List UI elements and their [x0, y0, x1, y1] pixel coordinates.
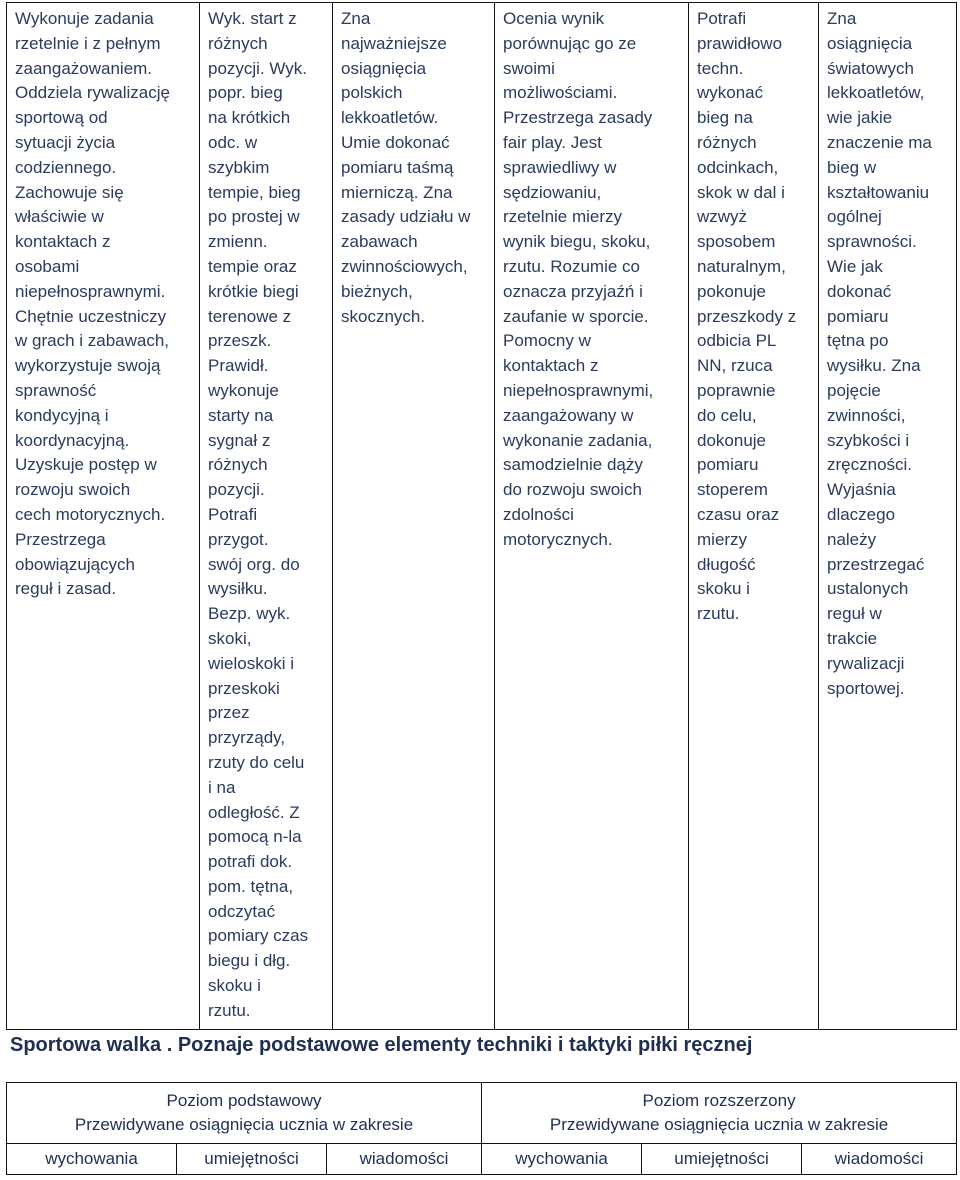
basic-level-title: Poziom podstawowy: [166, 1091, 322, 1110]
col-upbringing-extended: [495, 3, 689, 1030]
cell-text: Potrafi prawidłowo techn. wykonać bieg na różnych odcinkach, skok w dal i wzwyż sposobem naturalnym, pokonuje przeszkody z odbicia PL NN, rzuca poprawnie do celu, dokonuje pomiaru stoperem czasu oraz mierzy długość skoku i rzutu.: [697, 9, 797, 624]
category-cell: wychowania: [7, 1144, 177, 1175]
achievements-table: [6, 2, 957, 1030]
col-skills-basic: [200, 3, 333, 1030]
category-cell: wiadomości: [802, 1144, 957, 1175]
extended-level-title: Poziom rozszerzony: [642, 1091, 796, 1110]
section-title: Sportowa walka . Poznaje podstawowe elementy techniki i taktyki piłki ręcznej: [10, 1034, 753, 1056]
basic-level-subtitle: Przewidywane osiągnięcia ucznia w zakresie: [74, 1115, 414, 1134]
category-cell: umiejętności: [642, 1144, 802, 1175]
cell-text: Ocenia wynik porównując go ze swoimi możliwościami. Przestrzega zasady fair play. Jest sprawiedliwy w sędziowaniu, rzetelnie mierzy wynik biegu, skoku, rzutu. Rozumie co oznacza przyjaźń i zaufanie w sporcie. Pomocny w kontaktach z niepełnosprawnymi, zaangażowany w wykonanie zadania, samodzielnie dąży do rozwoju swoich zdolności motorycznych.: [503, 9, 654, 549]
levels-category-row: [7, 1144, 957, 1175]
levels-table: [6, 1082, 957, 1175]
col-knowledge-extended: [819, 3, 957, 1030]
col-knowledge-basic: [333, 3, 495, 1030]
cell-text: Wyk. start z różnych pozycji. Wyk. popr. bieg na krótkich odc. w szybkim tempie, bieg po prostej w zmienn. tempie oraz krótkie biegi terenowe z przeszk. Prawidł. wykonuje starty na sygnał z różnych pozycji. Potrafi przygot. swój org. do wysiłku. Bezp. wyk. skoki, wieloskoki i przeskoki przez przyrządy, rzuty do celu i na odległość. Z pomocą n-la potrafi dok. pom. tętna, odczytać pomiary czas biegu i dłg. skoku i rzutu.: [208, 9, 309, 1020]
category-cell: umiejętności: [177, 1144, 327, 1175]
cell-text: Zna najważniejsze osiągnięcia polskich lekkoatletów. Umie dokonać pomiaru taśmą mierniczą. Zna zasady udziału w zabawach zwinnościowych, bieżnych, skocznych.: [341, 9, 471, 326]
achievements-row: [7, 3, 957, 1030]
cell-text: Zna osiągnięcia światowych lekkoatletów, wie jakie znaczenie ma bieg w kształtowaniu ogólnej sprawności. Wie jak dokonać pomiaru tętna po wysiłku. Zna pojęcie zwinności, szybkości i zręczności. Wyjaśnia dlaczego należy przestrzegać ustalonych reguł w trakcie rywalizacji sportowej.: [827, 9, 932, 698]
extended-level-subtitle: Przewidywane osiągnięcia ucznia w zakresie: [549, 1115, 889, 1134]
col-skills-extended: [689, 3, 819, 1030]
levels-header-row: [7, 1083, 957, 1144]
basic-level-header: [7, 1083, 482, 1144]
category-cell: wychowania: [482, 1144, 642, 1175]
category-cell: wiadomości: [327, 1144, 482, 1175]
cell-text: Wykonuje zadania rzetelnie i z pełnym zaangażowaniem. Oddziela rywalizację sportową od sytuacji życia codziennego. Zachowuje się właściwie w kontaktach z osobami niepełnosprawnymi. Chętnie uczestniczy w grach i zabawach, wykorzystuje swoją sprawność kondycyjną i koordynacyjną. Uzyskuje postęp w rozwoju swoich cech motorycznych. Przestrzega obowiązujących reguł i zasad.: [15, 9, 170, 599]
extended-level-header: [482, 1083, 957, 1144]
col-upbringing-basic: [7, 3, 200, 1030]
